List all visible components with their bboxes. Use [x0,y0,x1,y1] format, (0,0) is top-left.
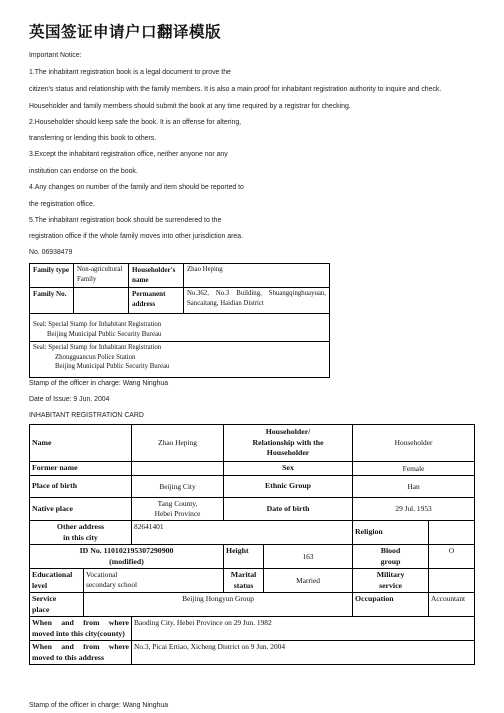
name-value: Zhao Heping [132,425,224,462]
name-label: Name [30,425,132,462]
occupation-label: Occupation [353,593,429,617]
sex-label: Sex [224,462,353,476]
notice-line: 5.The inhabitant registration book should be surrendered to the [29,217,222,224]
military-service-label: Military service [353,569,429,593]
officer-stamp: Stamp of the officer in charge: Wang Ninghua [29,380,169,387]
household-table [29,263,330,378]
issue-date: Date of Issue: 9 Jun. 2004 [29,396,110,403]
height-label: Height [224,545,264,569]
other-address-value: 82641401 [132,521,353,545]
family-type-label: Family type [30,264,74,288]
notice-line: the registration office. [29,201,95,208]
notice-line: institution can endorse on the book. [29,168,138,175]
former-name-value [132,462,224,476]
relationship-label: Householder/ Relationship with the Householder [224,425,353,462]
document-number: No. 06938479 [29,249,73,256]
registration-card-table [29,424,475,665]
former-name-label: Former name [30,462,132,476]
card-title: INHABITANT REGISTRATION CARD [29,412,144,419]
birthplace-label: Place of birth [30,476,132,498]
sex-value: Female [353,462,475,476]
notice-heading: Important Notice: [29,52,82,59]
other-address-label: Other address in this city [30,521,132,545]
notice-line: transferring or lending this book to others. [29,135,157,142]
height-value: 163 [264,545,353,569]
marital-status-label: Marital status [224,569,264,593]
education-label: Educational level [30,569,84,593]
religion-value [429,521,475,545]
notice-line: 3.Except the inhabitant registration office, neither anyone nor any [29,151,228,158]
seal-registration-bureau: Seal: Special Stamp for Inhabitant Registration Beijing Municipal Public Security Bureau [30,314,330,342]
seal-police-station: Seal: Special Stamp for Inhabitant Registration Zhongguancun Police Station Beijing Municipal Public Security Bureau [30,341,330,377]
permanent-address-value: No.362, No.3 Building, Shuangqinghuayuan, Sancaitang, Haidian District [184,288,330,314]
birthplace-value: Beijing City [132,476,224,498]
notice-line: 1.The inhabitant registration book is a legal document to prove the [29,69,231,76]
blood-group-label: Blood group [353,545,429,569]
notice-line: Householder and family members should submit the book at any time required by a registrar for checking. [29,103,351,110]
moved-into-city-label: When and from where moved into this city(county) [30,617,132,641]
ethnic-group-label: Ethnic Group [224,476,353,498]
page-title: 英国签证申请户口翻译模版 [29,23,222,41]
education-value: Vocational secondary school [84,569,224,593]
id-number-label: ID No. 110102195307290900 (modified) [30,545,224,569]
military-service-value [429,569,475,593]
householder-name-value: Zhao Heping [184,264,330,288]
footer-officer-stamp: Stamp of the officer in charge: Wang Ninghua [29,702,169,709]
date-of-birth-label: Date of birth [224,498,353,521]
marital-status-value: Married [264,569,353,593]
religion-label: Religion [353,521,429,545]
native-place-value: Tang County, Hebei Province [132,498,224,521]
notice-line: registration office if the whole family moves into other jurisdiction area. [29,233,243,240]
service-place-label: Service place [30,593,84,617]
householder-name-label: Householder's name [129,264,184,288]
family-type-value: Non-agricultural Family [74,264,129,288]
relationship-value: Householder [353,425,475,462]
service-place-value: Beijing Hongyun Group [84,593,353,617]
occupation-value: Accountant [429,593,475,617]
moved-into-city-value: Baoding City, Hebei Province on 29 Jun. 1982 [132,617,475,641]
native-place-label: Native place [30,498,132,521]
permanent-address-label: Permanent address [129,288,184,314]
blood-group-value: O [429,545,475,569]
family-no-value [74,288,129,314]
moved-to-address-value: No.3, Picai Ertiao, Xicheng District on 9 Jun. 2004 [132,641,475,665]
ethnic-group-value: Han [353,476,475,498]
moved-to-address-label: When and from where moved to this address [30,641,132,665]
family-no-label: Family No. [30,288,74,314]
notice-line: 4.Any changes on number of the family and item should be reported to [29,184,244,191]
date-of-birth-value: 29 Jul. 1953 [353,498,475,521]
notice-line: citizen's status and relationship with the family members. It is also a main proof for inhabitant registration authority to inquire and check. [29,86,442,93]
notice-line: 2.Householder should keep safe the book. It is an offense for altering, [29,119,242,126]
